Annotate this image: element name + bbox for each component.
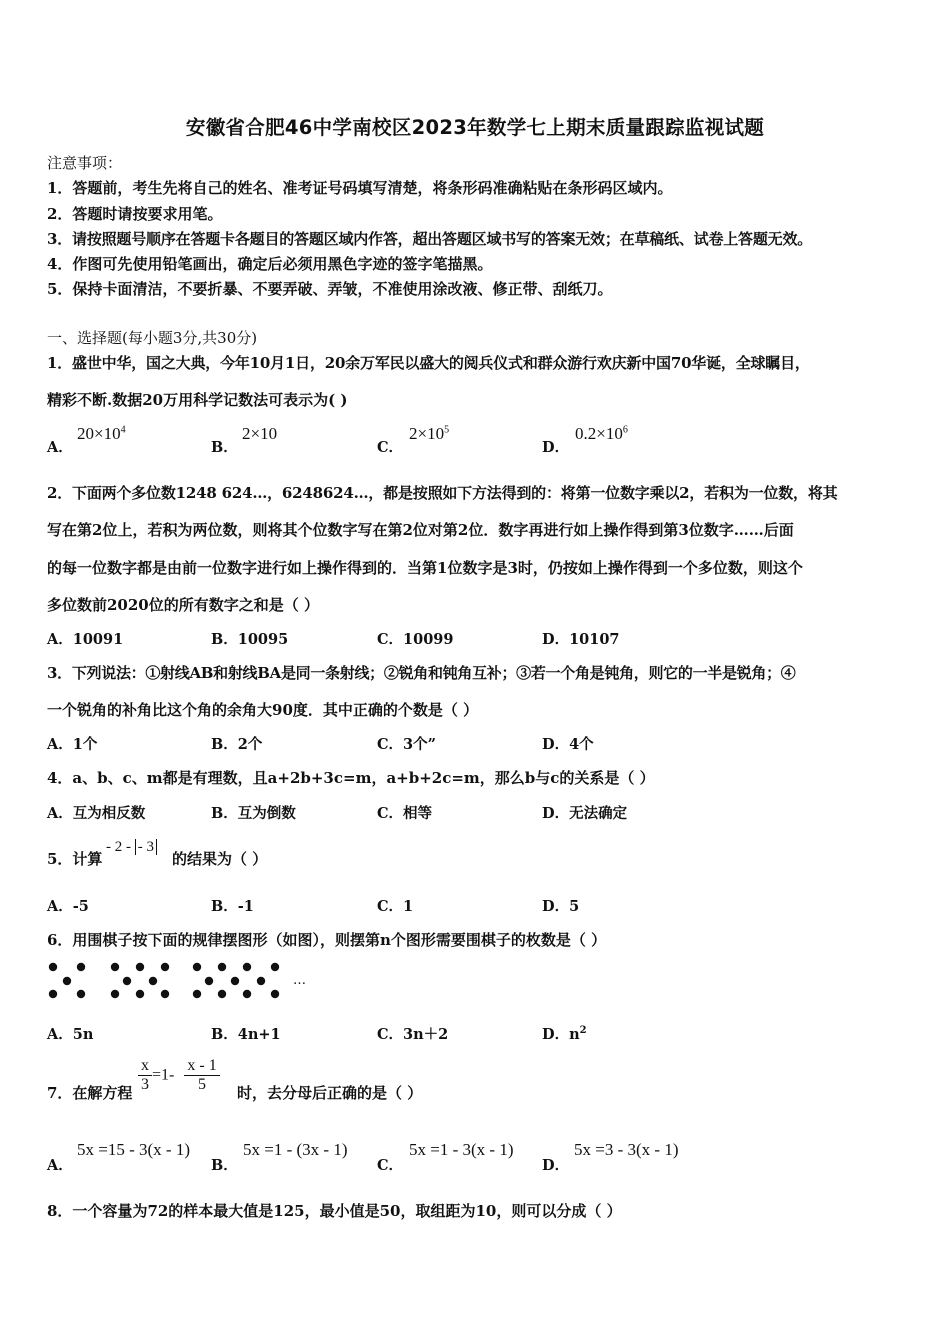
- question-2-text: 的每一位数字都是由前一位数字进行如上操作得到的．当第1位数字是3时，仍按如上操作得到一个多位数，则这个: [47, 559, 803, 577]
- option-d-math: 5x =3 - 3(x - 1): [574, 1140, 679, 1159]
- ellipsis: …: [293, 973, 306, 988]
- fraction-x-minus-1-over-5: $\frac{x - 1}{5}$: [184, 1057, 219, 1094]
- option-c: C．相等: [377, 805, 433, 822]
- note-item: 5．保持卡面清洁，不要折暴、不要弄破、弄皱，不准使用涂改液、修正带、刮纸刀。: [47, 280, 613, 298]
- question-3-text: 3．下列说法：①射线AB和射线BA是同一条射线；②锐角和钝角互补；③若一个角是钝角，则它的一半是锐角；④: [47, 664, 796, 682]
- pattern-3: [193, 963, 279, 998]
- option-b: B．-1: [211, 898, 254, 915]
- option-d: D．10107: [542, 631, 620, 648]
- option-a-math: $20\times 10^4$: [77, 424, 126, 443]
- option-label: C．: [377, 439, 404, 456]
- question-2-text: 多位数前2020位的所有数字之和是（ ）: [47, 596, 319, 614]
- section-heading: 一、选择题(每小题3分,共30分): [47, 329, 258, 347]
- question-3-text: 一个锐角的补角比这个角的余角大90度．其中正确的个数是（ ）: [47, 701, 479, 719]
- option-b: B．2个: [211, 736, 263, 753]
- question-4-text: 4．a、b、c、m都是有理数，且a+2b+3c=m，a+b+2c=m，那么b与c的关系是（ ）: [47, 769, 655, 787]
- option-c-math: $2\times 10^5$: [409, 424, 450, 443]
- question-5-expression: - 2 - - 3: [106, 839, 157, 856]
- option-a: A．1个: [47, 736, 98, 753]
- option-b: B．10095: [211, 631, 289, 648]
- option-b: B．4n+1: [211, 1026, 281, 1043]
- question-2-text: 2．下面两个多位数1248 624…，6248624…，都是按照如下方法得到的：将第一位数字乘以2，若积为一位数，将其: [47, 484, 838, 502]
- note-item: 2．答题时请按要求用笔。: [47, 205, 223, 223]
- option-d-math: $0.2\times 10^6$: [575, 424, 628, 443]
- option-b-math: 5x =1 - (3x - 1): [243, 1140, 348, 1159]
- pattern-1: [49, 963, 85, 998]
- option-d: D．4个: [542, 736, 594, 753]
- page-title: 安徽省合肥46中学南校区2023年数学七上期末质量跟踪监视试题: [185, 116, 765, 139]
- question-7-prefix: 7．在解方程: [47, 1084, 133, 1102]
- option-a-math: 5x =15 - 3(x - 1): [77, 1140, 190, 1159]
- option-label: D．: [542, 1157, 570, 1174]
- option-label: A．: [47, 1157, 73, 1174]
- pattern-2: [111, 963, 169, 998]
- option-label: D．: [542, 439, 570, 456]
- go-stones-pattern-figure: [45, 960, 290, 1005]
- option-d: D．5: [542, 898, 580, 915]
- question-8-text: 8．一个容量为72的样本最大值是125，最小值是50，取组距为10，则可以分成（ ）: [47, 1202, 622, 1220]
- note-item: 4．作图可先使用铅笔画出，确定后必须用黑色字迹的签字笔描黑。: [47, 255, 493, 273]
- option-b: B．互为倒数: [211, 805, 296, 822]
- question-1-text: 1．盛世中华，国之大典，今年10月1日，20余万军民以盛大的阅兵仪式和群众游行欢庆新中国70华诞，全球瞩目，: [47, 354, 810, 372]
- option-label: A．: [47, 439, 73, 456]
- note-item: 3．请按照题号顺序在答题卡各题目的答题区域内作答，超出答题区域书写的答案无效；在草稿纸、试卷上答题无效。: [47, 230, 813, 248]
- option-d: D．无法确定: [542, 805, 628, 822]
- question-1-text: 精彩不断.数据20万用科学记数法可表示为( ): [47, 391, 348, 409]
- option-label: B．: [211, 1157, 238, 1174]
- question-7-suffix: 时，去分母后正确的是（ ）: [237, 1084, 423, 1102]
- option-label: B．: [211, 439, 238, 456]
- fraction-x-over-3: $\frac{x}{3}$: [138, 1057, 152, 1094]
- option-d: D．$n^2$: [542, 1025, 587, 1043]
- option-b-math: 2×10: [242, 424, 278, 443]
- option-c-math: 5x =1 - 3(x - 1): [409, 1140, 514, 1159]
- question-2-text: 写在第2位上，若积为两位数，则将其个位数字写在第2位对第2位．数字再进行如上操作得到第3位数字……后面: [47, 521, 794, 539]
- option-c: C．10099: [377, 631, 454, 648]
- option-c: C．3n＋2: [377, 1026, 449, 1043]
- question-5-suffix: 的结果为（ ）: [172, 850, 268, 868]
- question-5-prefix: 5．计算: [47, 850, 103, 868]
- option-a: A．互为相反数: [47, 805, 146, 822]
- option-c: C．1: [377, 898, 414, 915]
- option-a: A．10091: [47, 631, 124, 648]
- option-label: C．: [377, 1157, 404, 1174]
- note-item: 1．答题前，考生先将自己的姓名、准考证号码填写清楚，将条形码准确粘贴在条形码区域内。: [47, 179, 673, 197]
- option-a: A．-5: [47, 898, 89, 915]
- question-7-equation: $\frac{x}{3}$ =1- $\frac{x - 1}{5}$: [138, 1057, 220, 1094]
- option-c: C．3个”: [377, 736, 436, 753]
- question-6-text: 6．用围棋子按下面的规律摆图形（如图），则摆第n个图形需要围棋子的枚数是（ ）: [47, 931, 607, 949]
- option-a: A．5n: [47, 1026, 94, 1043]
- notes-heading: 注意事项：: [47, 154, 123, 172]
